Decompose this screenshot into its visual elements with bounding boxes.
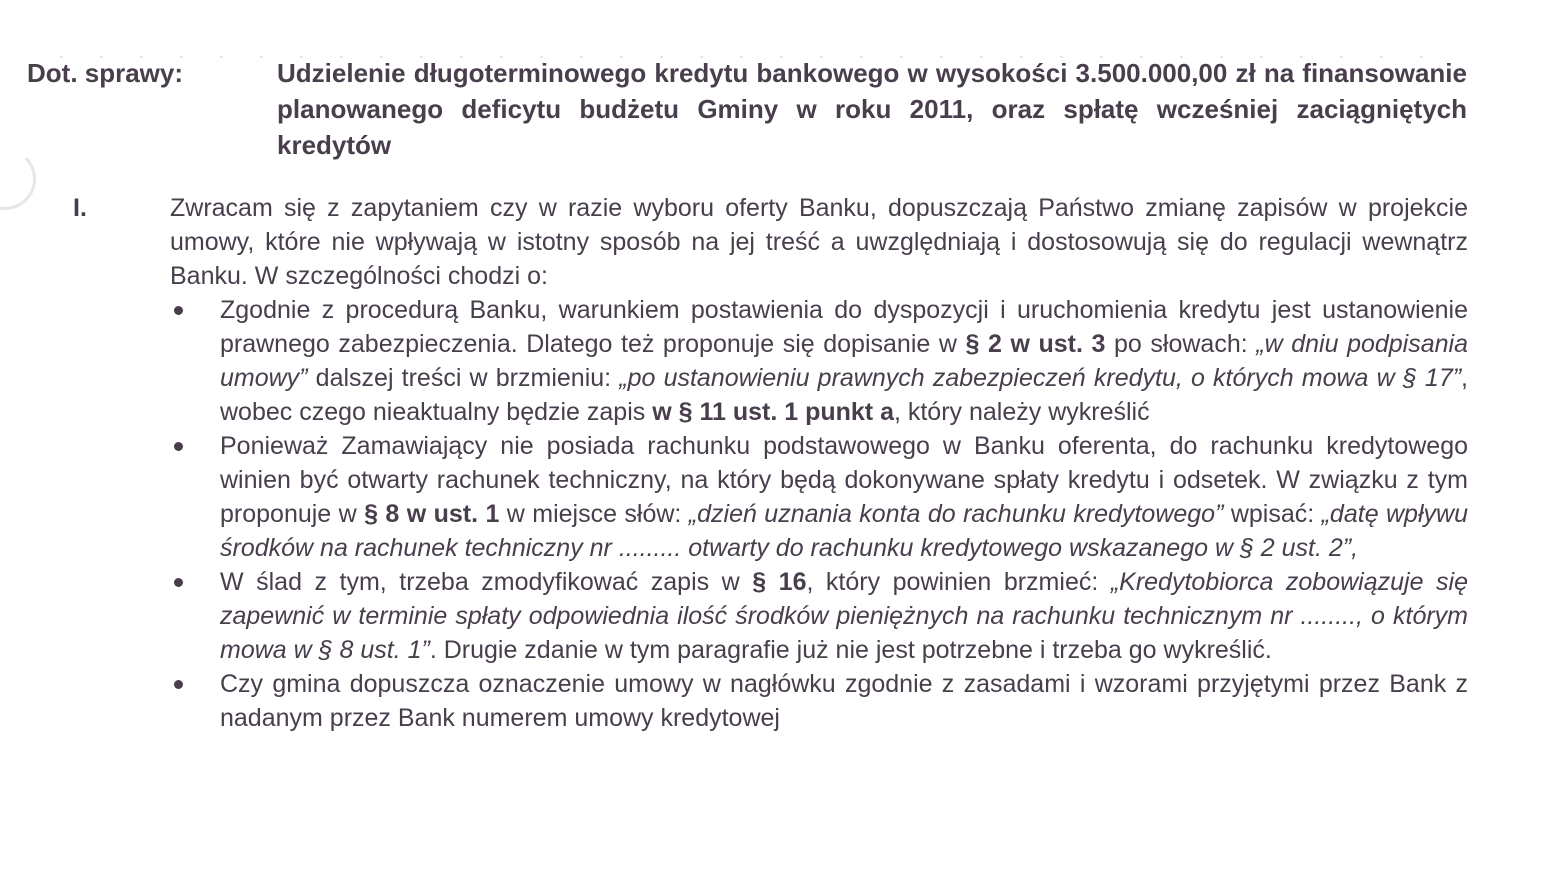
bullet-item (170, 293, 1468, 429)
text-segment: Zgodnie z procedurą Banku, warunkiem postawienia do dyspozycji i uruchomienia kredytu jest ustanowienie prawnego zabezpieczenia. Dlatego też proponuje się dopisanie w (220, 296, 1468, 358)
bullet-text (220, 667, 1468, 735)
text-segment: § 2 w ust. 3 (965, 330, 1106, 358)
text-segment: , wobec czego nieaktualny będzie zapis (220, 364, 1468, 426)
text-segment: W ślad z tym, trzeba zmodyfikować zapis w (220, 568, 753, 596)
bullet-text (220, 565, 1468, 667)
text-segment: § 16 (752, 568, 807, 596)
text-segment: , który powinien brzmieć: (806, 568, 1111, 596)
bullet-item (170, 565, 1468, 667)
subject-row (27, 55, 1467, 163)
bullet-dot-icon (174, 306, 183, 315)
subject-text: Udzielenie długoterminowego kredytu bankowego w wysokości 3.500.000,00 zł na finansowanie planowanego deficytu budżetu Gminy w roku 2011, oraz spłatę wcześniej zaciągniętych kredytów (277, 58, 1467, 160)
bullet-text (220, 293, 1468, 429)
bullet-item (170, 429, 1468, 565)
subject-label: Dot. sprawy: (27, 58, 184, 88)
bullet-dot-icon (174, 578, 183, 587)
text-segment: w miejsce słów: (499, 500, 689, 528)
text-segment: Czy gmina dopuszcza oznaczenie umowy w nagłówku zgodnie z zasadami i wzorami przyjętymi przez Bank z nadanym przez Bank numerem umowy kredytowej (220, 670, 1468, 732)
text-segment: , który należy wykreślić (893, 398, 1150, 426)
text-segment: Ponieważ Zamawiający nie posiada rachunku podstawowego w Banku oferenta, do rachunku kredytowego winien być otwarty rachunek techniczny, na który będą dokonywane spłaty kredytu i odsetek. W związku z tym proponuje w (220, 432, 1468, 528)
section-numeral: I. (73, 194, 87, 222)
text-segment: . Drugie zdanie w tym paragrafie już nie jest potrzebne i trzeba go wykreślić. (429, 636, 1272, 664)
bullet-dot-icon (174, 680, 183, 689)
text-segment: § 8 w ust. 1 (364, 500, 500, 528)
text-segment: w § 11 ust. 1 punkt a (652, 398, 894, 426)
text-segment: „dzień uznania konta do rachunku kredytowego” (688, 500, 1224, 528)
text-segment: „datę wpływu środków na rachunek techniczny nr ......... otwarty do rachunku kredytowego wskazanego w § 2 ust. 2”, (220, 500, 1468, 562)
section-intro: Zwracam się z zapytaniem czy w razie wyboru oferty Banku, dopuszczają Państwo zmianę zapisów w projekcie umowy, które nie wpływają w istotny sposób na jej treść a uwzględniają i dostosowują się do regulacji wewnątrz Banku. W szczególności chodzi o: (170, 194, 1468, 290)
text-segment: wpisać: (1223, 500, 1322, 528)
text-segment: „Kredytobiorca zobowiązuje się zapewnić w terminie spłaty odpowiednia ilość środków pieniężnych na rachunku technicznym nr ........, o którym mowa w § 8 ust. 1” (220, 568, 1468, 664)
text-segment: „w dniu podpisania umowy” (220, 330, 1469, 392)
text-segment: dalszej treści w brzmieniu: (307, 364, 620, 392)
bullet-text (220, 429, 1468, 565)
text-segment: „po ustanowieniu prawnych zabezpieczeń kredytu, o których mowa w § 17” (619, 364, 1462, 392)
section-1 (73, 191, 1468, 735)
bullet-item (170, 667, 1468, 735)
section-content (170, 191, 1468, 735)
bullet-dot-icon (174, 442, 183, 451)
bullet-list (170, 293, 1468, 735)
text-segment: po słowach: (1105, 330, 1257, 358)
